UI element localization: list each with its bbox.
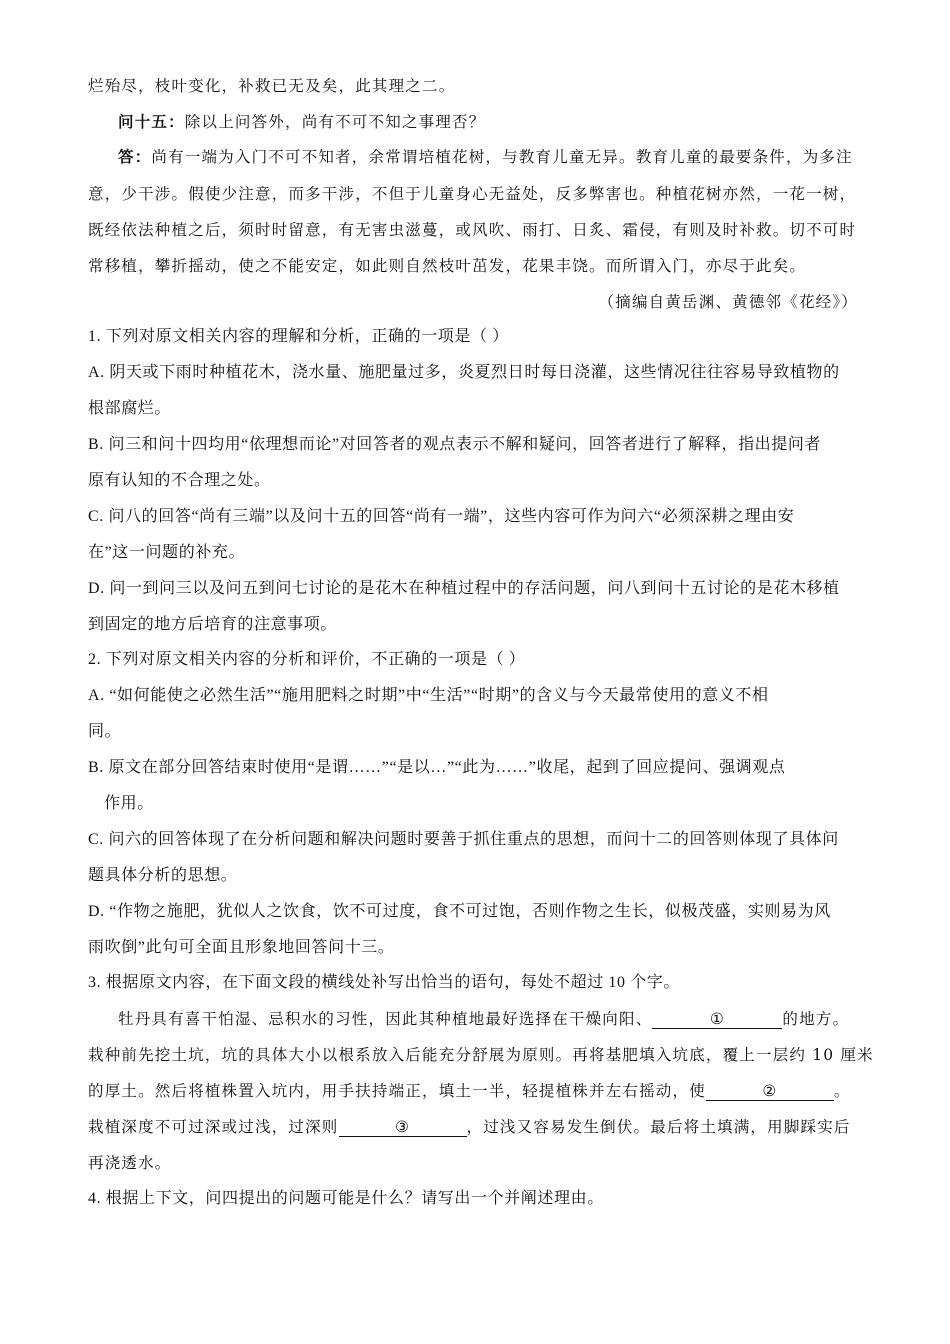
question-3-paragraph-line-5: 再浇透水。 <box>88 1154 172 1172</box>
question-1-option-b-line-2: 原有认知的不合理之处。 <box>88 472 271 489</box>
question-1-option-a-line-1: A. 阴天或下雨时种植花木，浇水量、施肥量过多，炎夏烈日时每日浇灌，这些情况往往容易导致植物的 <box>88 364 840 381</box>
question-2-option-a-line-1: A. “如何能使之必然生活”“施用肥料之时期”中“生活”“时期”的含义与今天最常使用的意义不相 <box>88 687 769 704</box>
question-2-option-b-line-2: 作用。 <box>104 795 154 812</box>
fill-blank-3[interactable]: ③ <box>339 1118 467 1137</box>
question-2-option-d-line-1: D. “作物之施肥，犹似人之饮食，饮不可过度，食不可过饱，否则作物之生长，似极茂盛，实则易为风 <box>88 903 831 920</box>
question-1-stem: 1. 下列对原文相关内容的理解和分析，正确的一项是（ ） <box>88 328 509 345</box>
answer-15-label: 答： <box>118 147 152 166</box>
question-1-option-b-line-1: B. 问三和问十四均用“依理想而论”对回答者的观点表示不解和疑问，回答者进行了解释，指出提问者 <box>88 436 822 453</box>
answer-15-line-4: 常移植，攀折摇动，使之不能安定，如此则自然枝叶茁发，花果丰饶。而所谓入门，亦尽于此矣。 <box>88 257 807 275</box>
answer-15-line-1: 答：尚有一端为入门不可不知者，余常谓培植花树，与教育儿童无异。教育儿童的最要条件，为多注 <box>118 147 853 166</box>
question-3-paragraph-line-3: 的厚土。然后将植株置入坑内，用手扶持端正，填土一半，轻提植株并左右摇动，使 ② 。 <box>88 1082 851 1100</box>
question-1-option-c-line-1: C. 问八的回答“尚有三端”以及问十五的回答“尚有一端”，这些内容可作为问六“必须深耕之理由安 <box>88 508 795 525</box>
question-3-paragraph-line-4: 栽植深度不可过深或过浅，过深则 ③ ，过浅又容易发生倒伏。最后将土填满，用脚踩实后 <box>88 1118 851 1136</box>
question-2-option-c-line-1: C. 问六的回答体现了在分析问题和解决问题时要善于抓住重点的思想，而问十二的回答则体现了具体问 <box>88 831 839 848</box>
question-15-label: 问十五： <box>118 112 185 131</box>
question-1-option-a-line-2: 根部腐烂。 <box>88 400 172 417</box>
question-3-stem: 3. 根据原文内容，在下面文段的横线处补写出恰当的语句，每处不超过 10 个字。 <box>88 974 681 991</box>
question-15-text: 除以上问答外，尚有不可不知之事理否？ <box>184 113 486 131</box>
question-4-stem: 4. 根据上下文，问四提出的问题可能是什么？请写出一个并阐述理由。 <box>88 1190 604 1207</box>
question-2-option-d-line-2: 雨吹倒”此句可全面且形象地回答问十三。 <box>88 939 395 956</box>
question-2-stem: 2. 下列对原文相关内容的分析和评价，不正确的一项是（ ） <box>88 651 526 668</box>
question-1-option-d-line-1: D. 问一到问三以及问五到问七讨论的是花木在种植过程中的存活问题，问八到问十五讨论的是花木移植 <box>88 580 840 597</box>
answer-15-line-2: 意，少干涉。假使少注意，而多干涉，不但于儿童身心无益处，反多弊害也。种植花树亦然，一花一树， <box>88 185 857 203</box>
question-15 <box>118 112 485 132</box>
answer-15-line-3: 既经依法种植之后，须时时留意，有无害虫滋蔓，或风吹、雨打、日炙、霜侵，有则及时补救。切不可时 <box>88 221 857 239</box>
fill-blank-1[interactable]: ① <box>652 1010 782 1029</box>
question-3-paragraph-line-1: 牡丹具有喜干怕湿、忌积水的习性，因此其种植地最好选择在干燥向阳、 ① 的地方。 <box>118 1010 850 1028</box>
question-1-option-d-line-2: 到固定的地方后培育的注意事项。 <box>88 616 338 633</box>
passage-continuation: 烂殆尽，枝叶变化，补救已无及矣，此其理之二。 <box>88 77 456 95</box>
question-3-paragraph-line-2: 栽种前先挖土坑，坑的具体大小以根系放入后能充分舒展为原则。再将基肥填入坑底，覆上一层约 10 厘米 <box>88 1046 874 1064</box>
fill-blank-2[interactable]: ② <box>706 1082 834 1101</box>
question-2-option-c-line-2: 题具体分析的思想。 <box>88 867 238 884</box>
question-2-option-b-line-1: B. 原文在部分回答结束时使用“是谓……”“是以…”“此为……”收尾，起到了回应提问、强调观点 <box>88 759 786 776</box>
question-1-option-c-line-2: 在”这一问题的补充。 <box>88 544 246 561</box>
passage-source: （摘编自黄岳渊、黄德邻《花经》） <box>598 293 858 311</box>
question-2-option-a-line-2: 同。 <box>88 723 122 740</box>
